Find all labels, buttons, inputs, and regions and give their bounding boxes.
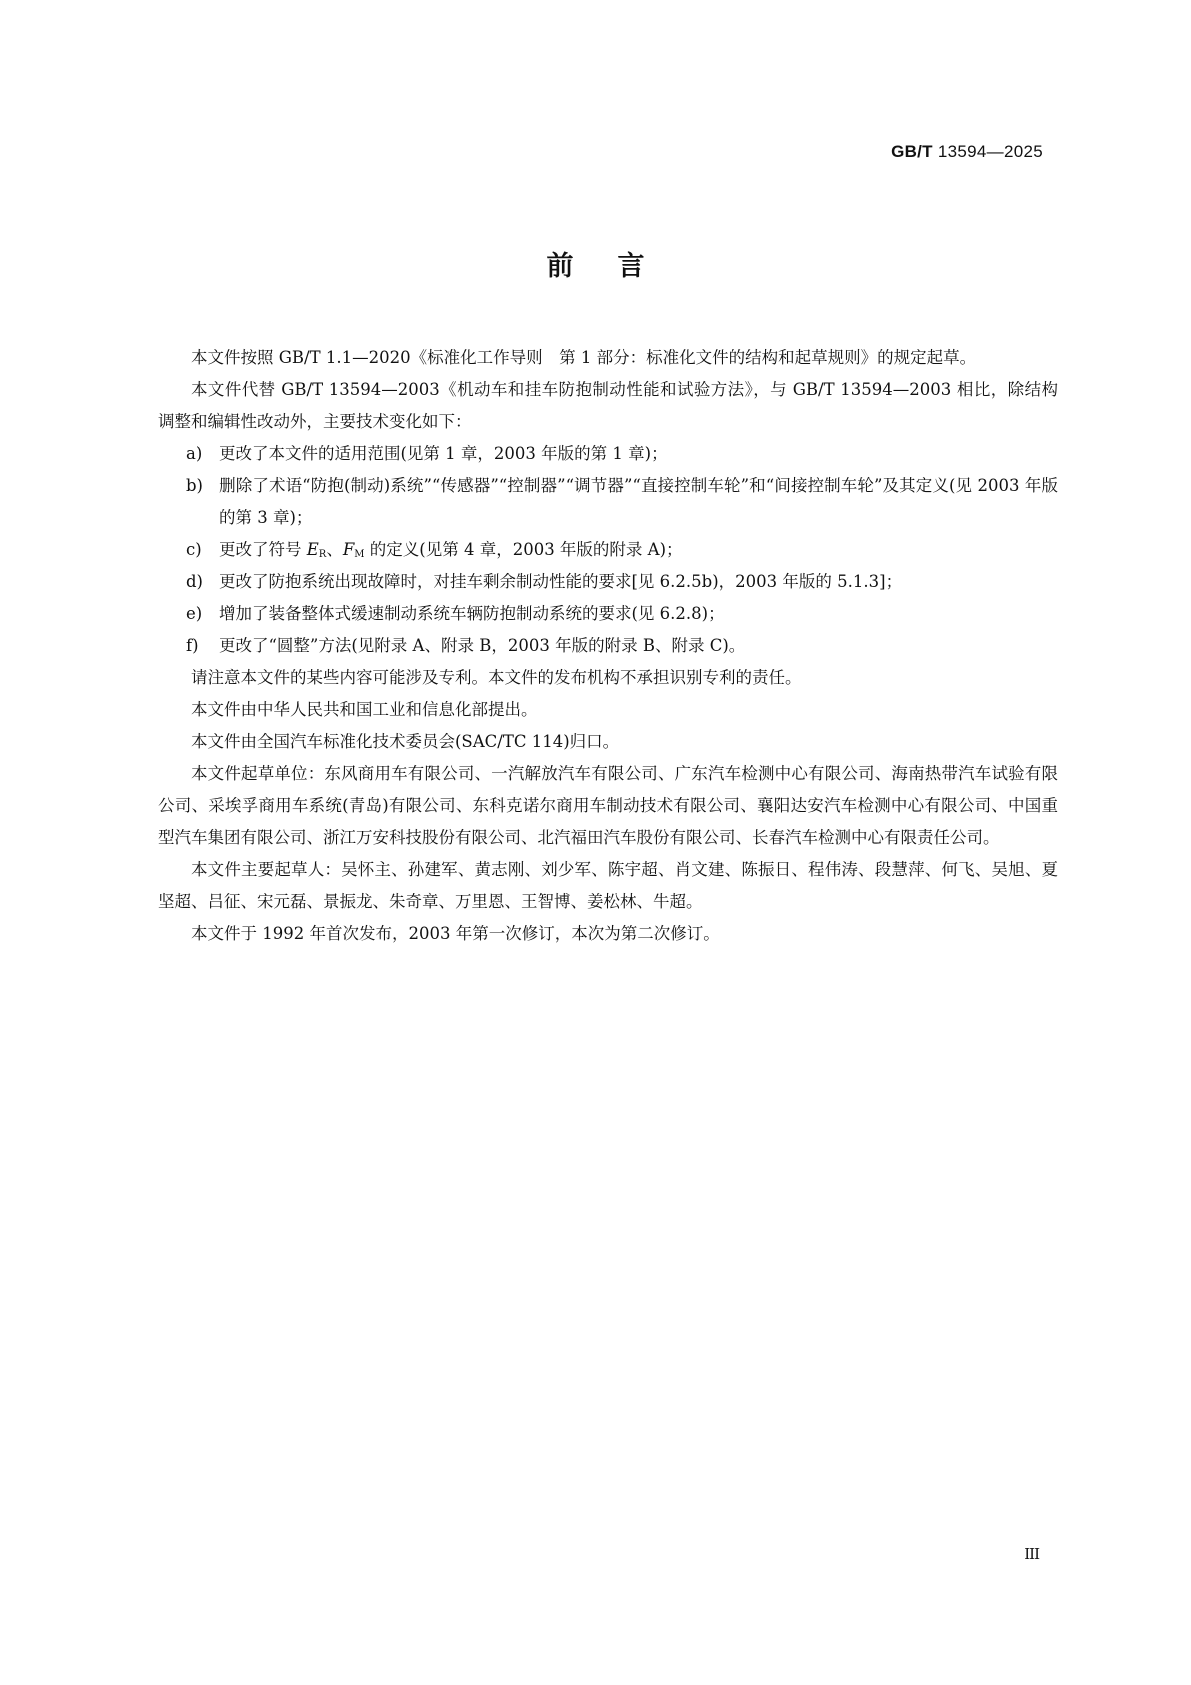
symbol-f-m: $F_M$ [342,540,365,560]
list-item-text-after: 的定义(见第 4 章，2003 年版的附录 A)； [364,540,683,559]
paragraph-replaces: 本文件代替 GB/T 13594—2003《机动车和挂车防抱制动性能和试验方法》，与 GB/T 13594—2003 相比，除结构调整和编辑性改动外，主要技术变化如下： [158,380,1058,431]
list-marker: a) [186,444,203,463]
paragraph-history: 本文件于 1992 年首次发布，2003 年第一次修订，本次为第二次修订。 [191,924,720,943]
list-marker: b) [186,476,203,495]
list-item-text: 删除了术语“防抱(制动)系统”“传感器”“控制器”“调节器”“直接控制车轮”和“间接控制车轮”及其定义(见 2003 年版的第 3 章)； [219,476,1058,527]
change-item-b [158,470,1058,534]
standard-number: 13594—2025 [932,142,1043,161]
list-item-text: 更改了本文件的适用范围(见第 1 章，2003 年版的第 1 章)； [219,444,668,463]
symbol-e-r: $E_R$ [306,540,327,560]
document-number [891,142,1043,162]
list-marker: c) [186,540,202,559]
paragraph-drafting-rules: 本文件按照 GB/T 1.1—2020《标准化工作导则 第 1 部分：标准化文件的结构和起草规则》的规定起草。 [191,348,977,367]
standard-prefix: GB/T [891,142,933,161]
paragraph-proposed-by: 本文件由中华人民共和国工业和信息化部提出。 [191,700,538,719]
paragraph-patent-notice: 请注意本文件的某些内容可能涉及专利。本文件的发布机构不承担识别专利的责任。 [191,668,802,687]
list-marker: f) [186,636,199,655]
foreword-body [158,342,1058,950]
list-item-text: 更改了防抱系统出现故障时，对挂车剩余制动性能的要求[见 6.2.5b)，2003 年版的 5.1.3]； [219,572,903,591]
list-marker: e) [186,604,203,623]
change-item-a [158,438,1058,470]
change-item-e [158,598,1058,630]
page-number: III [1024,1545,1039,1563]
list-item-text: 增加了装备整体式缓速制动系统车辆防抱制动系统的要求(见 6.2.8)； [219,604,725,623]
page-title: 前言 [546,251,689,282]
change-item-c [158,534,1058,566]
list-item-text-before: 更改了符号 [219,540,307,559]
list-item-text: 更改了“圆整”方法(见附录 A、附录 B，2003 年版的附录 B、附录 C)。 [219,636,746,655]
paragraph-drafters: 本文件主要起草人：吴怀主、孙建军、黄志刚、刘少军、陈宇超、肖文建、陈振日、程伟涛、段慧萍、何飞、吴旭、夏坚超、吕征、宋元磊、景振龙、朱奇章、万里恩、王智博、姜松林、牛超。 [158,860,1058,911]
change-item-d [158,566,1058,598]
paragraph-centralized-by: 本文件由全国汽车标准化技术委员会(SAC/TC 114)归口。 [191,732,620,751]
paragraph-drafting-units: 本文件起草单位：东风商用车有限公司、一汽解放汽车有限公司、广东汽车检测中心有限公司、海南热带汽车试验有限公司、采埃孚商用车系统(青岛)有限公司、东科克诺尔商用车制动技术有限公司、襄阳达安汽车检测中心有限公司、中国重型汽车集团有限公司、浙江万安科技股份有限公司、北汽福田汽车股份有限公司、长春汽车检测中心有限责任公司。 [158,764,1058,847]
change-item-f [158,630,1058,662]
list-marker: d) [186,572,203,591]
symbol-separator: 、 [326,540,343,559]
